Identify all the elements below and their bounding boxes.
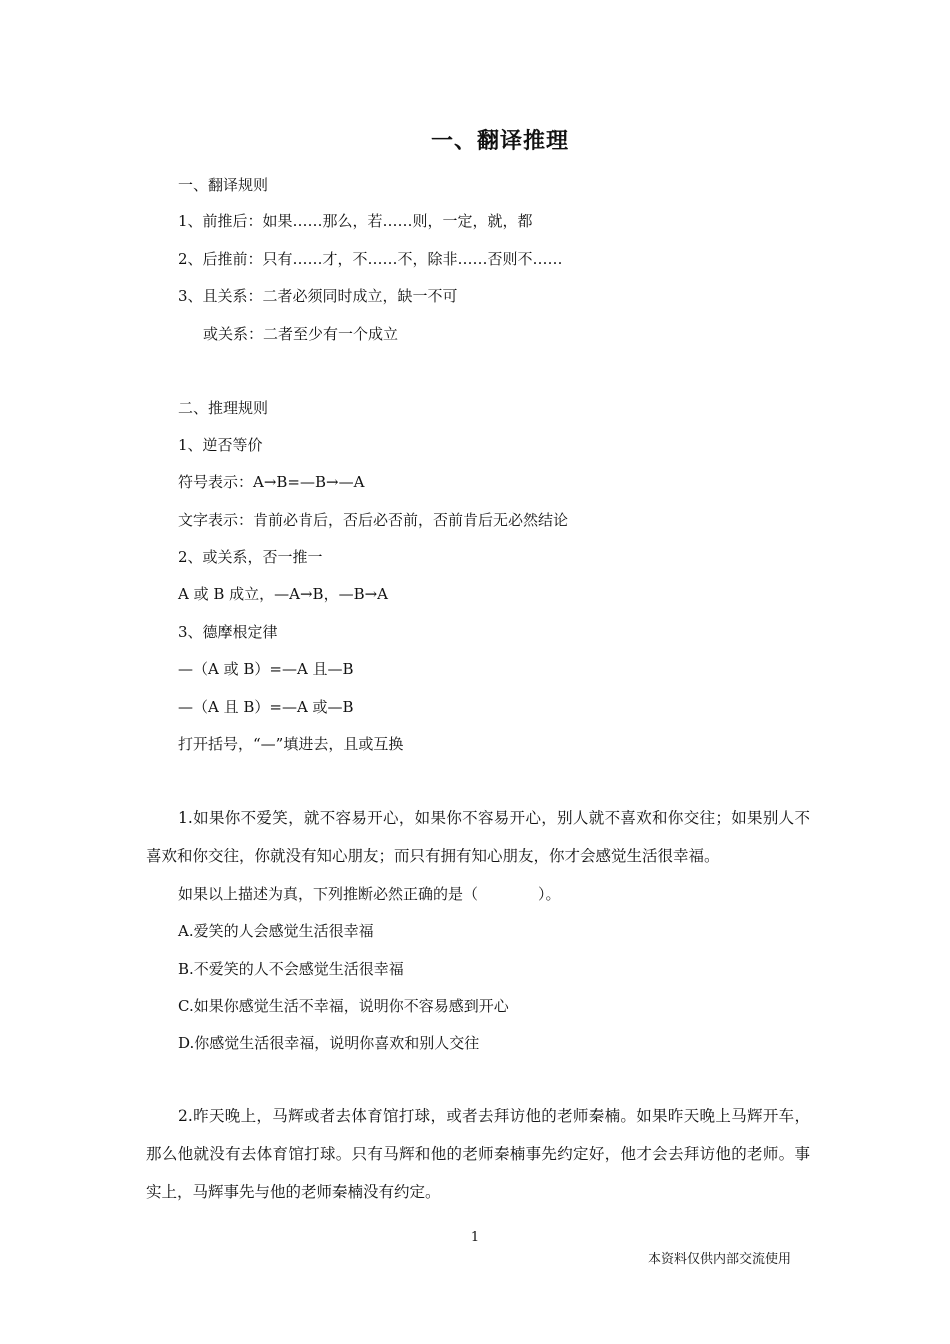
rule-3b: 或关系：二者至少有一个成立 xyxy=(203,325,399,343)
question-1-prompt: 如果以上描述为真，下列推断必然正确的是（ ）。 xyxy=(178,885,561,903)
question-2-stem: 2.昨天晚上，马辉或者去体育馆打球，或者去拜访他的老师秦楠。如果昨天晚上马辉开车，那么他就没有去体育馆打球。只有马辉和他的老师秦楠事先约定好，他才会去拜访他的老师。事实上，马辉事先与他的老师秦楠没有约定。 xyxy=(146,1107,810,1201)
question-1-option-a: A.爱笑的人会感觉生活很幸福 xyxy=(178,922,374,940)
item-1: 1、逆否等价 xyxy=(178,436,263,454)
de-morgan-note: 打开括号，“—”填进去，且或互换 xyxy=(178,735,404,753)
question-1-option-d: D.你感觉生活很幸福，说明你喜欢和别人交往 xyxy=(178,1034,480,1052)
item-2: 2、或关系，否一推一 xyxy=(178,548,323,566)
symbol-expression: 符号表示：A→B=—B→—A xyxy=(178,473,365,491)
de-morgan-law-1: —（A 或 B）=—A 且—B xyxy=(178,660,354,678)
item-3: 3、德摩根定律 xyxy=(178,623,278,641)
item-2-formula: A 或 B 成立，—A→B，—B→A xyxy=(178,585,389,603)
de-morgan-law-2: —（A 且 B）=—A 或—B xyxy=(178,698,354,716)
text-expression: 文字表示：肯前必肯后，否后必否前，否前肯后无必然结论 xyxy=(178,511,569,529)
rule-2: 2、后推前：只有……才，不……不，除非……否则不…… xyxy=(178,250,563,268)
question-1-option-b: B.不爱笑的人不会感觉生活很幸福 xyxy=(178,960,404,978)
question-1-stem: 1.如果你不爱笑，就不容易开心，如果你不容易开心，别人就不喜欢和你交往；如果别人不喜欢和你交往，你就没有知心朋友；而只有拥有知心朋友，你才会感觉生活很幸福。 xyxy=(146,809,810,865)
footer-note: 本资料仅供内部交流使用 xyxy=(648,1252,792,1267)
rule-1: 1、前推后：如果……那么，若……则，一定，就，都 xyxy=(178,212,533,230)
page-title: 一、翻译推理 xyxy=(430,129,569,154)
question-1-option-c: C.如果你感觉生活不幸福，说明你不容易感到开心 xyxy=(178,997,509,1015)
section1-heading: 一、翻译规则 xyxy=(178,176,269,194)
section2-heading: 二、推理规则 xyxy=(178,399,269,417)
rule-3: 3、且关系：二者必须同时成立，缺一不可 xyxy=(178,287,458,305)
page-number: 1 xyxy=(470,1230,480,1245)
